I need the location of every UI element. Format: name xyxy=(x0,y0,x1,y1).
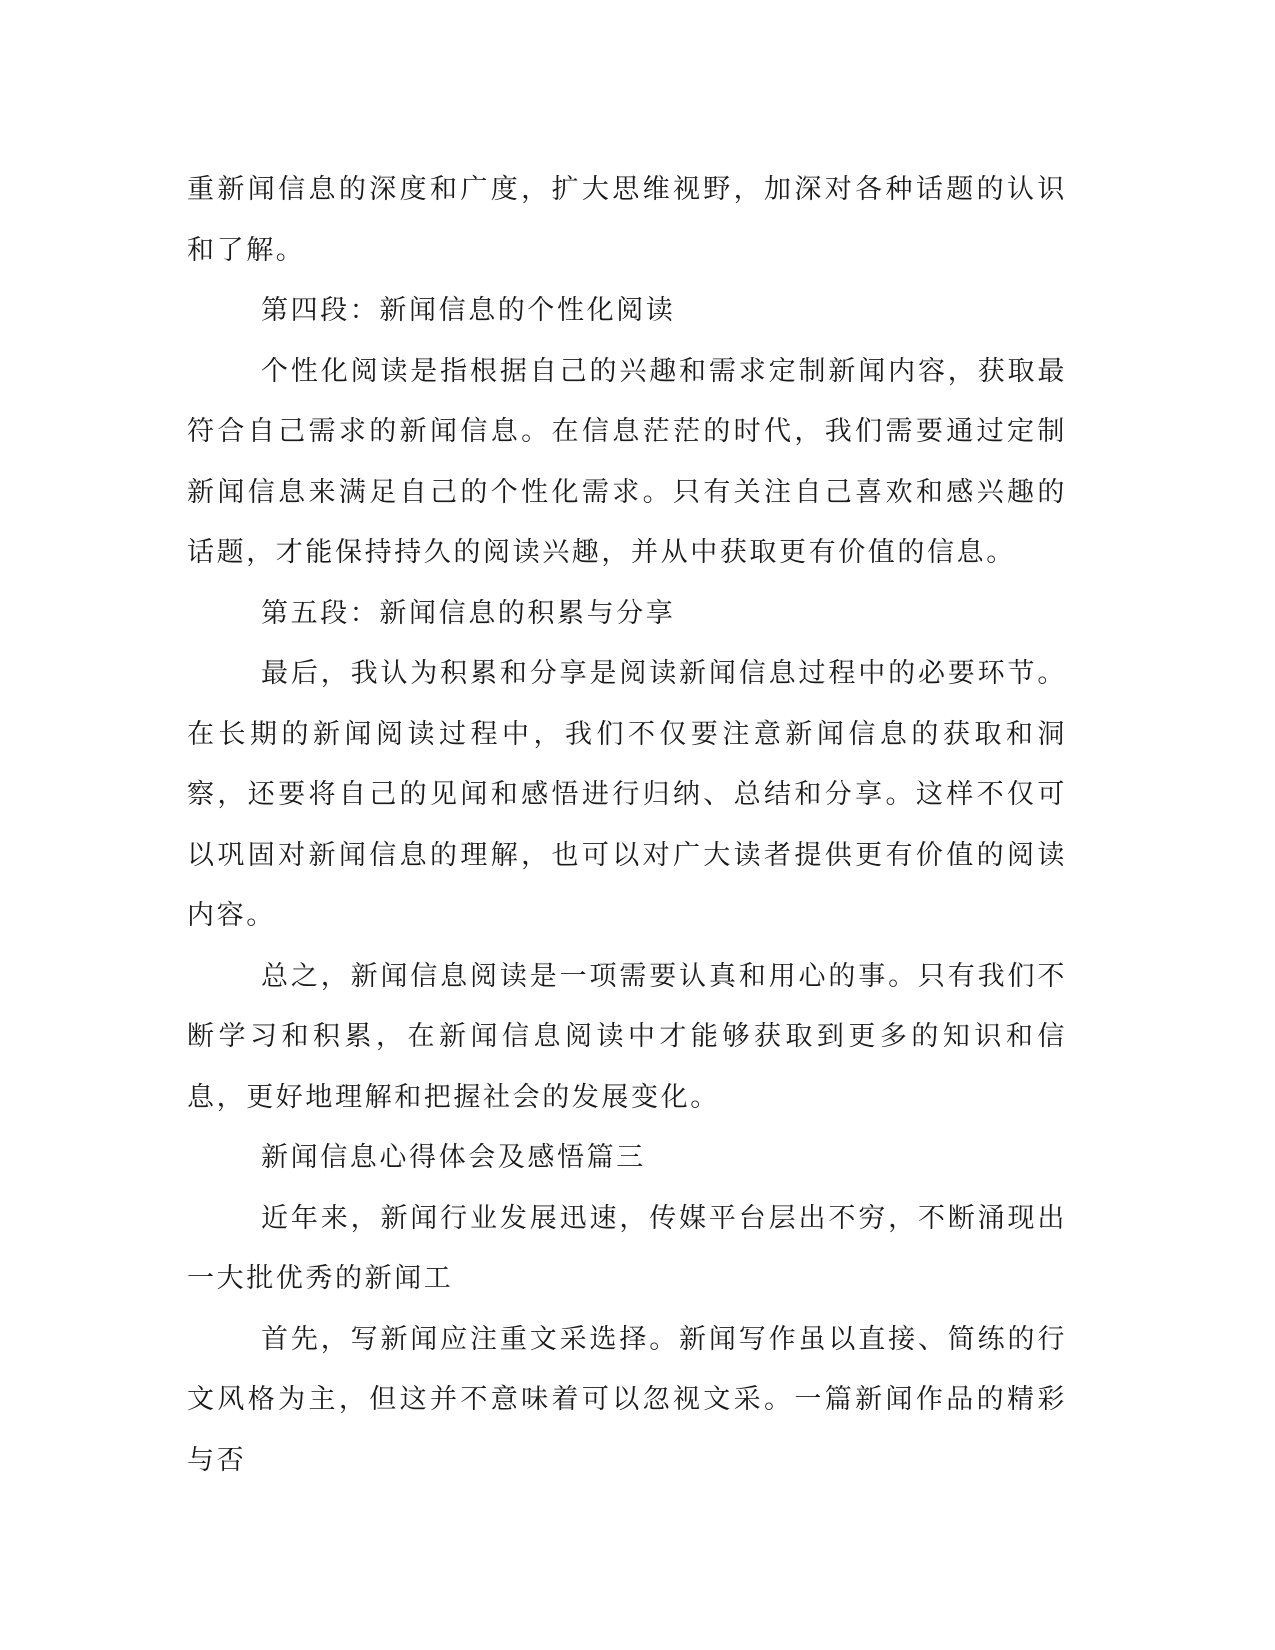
paragraph-intro: 近年来，新闻行业发展迅速，传媒平台层出不穷，不断涌现出一大批优秀的新闻工 xyxy=(187,1202,1067,1294)
paragraph-continuation: 重新闻信息的深度和广度，扩大思维视野，加深对各种话题的认识和了解。 xyxy=(187,174,1067,266)
body-text xyxy=(187,160,1067,1491)
paragraph-personalized-reading: 个性化阅读是指根据自己的兴趣和需求定制新闻内容，获取最符合自己需求的新闻信息。在信息茫茫的时代，我们需要通过定制新闻信息来满足自己的个性化需求。只有关注自己喜欢和感兴趣的话题，才能保持持久的阅读兴趣，并从中获取更有价值的信息。 xyxy=(187,355,1067,568)
paragraph-conclusion: 总之，新闻信息阅读是一项需要认真和用心的事。只有我们不断学习和积累，在新闻信息阅读中才能够获取到更多的知识和信息，更好地理解和把握社会的发展变化。 xyxy=(187,960,1067,1113)
section-heading-4: 第四段：新闻信息的个性化阅读 xyxy=(261,295,676,326)
article-title-part-3: 新闻信息心得体会及感悟篇三 xyxy=(261,1142,646,1173)
paragraph-first-point: 首先，写新闻应注重文采选择。新闻写作虽以直接、简练的行文风格为主，但这并不意味着可以忽视文采。一篇新闻作品的精彩与否 xyxy=(187,1323,1067,1476)
paragraph-accumulate-share: 最后，我认为积累和分享是阅读新闻信息过程中的必要环节。在长期的新闻阅读过程中，我们不仅要注意新闻信息的获取和洞察，还要将自己的见闻和感悟进行归纳、总结和分享。这样不仅可以巩固对新闻信息的理解，也可以对广大读者提供更有价值的阅读内容。 xyxy=(187,658,1067,931)
section-heading-5: 第五段：新闻信息的积累与分享 xyxy=(261,597,676,629)
